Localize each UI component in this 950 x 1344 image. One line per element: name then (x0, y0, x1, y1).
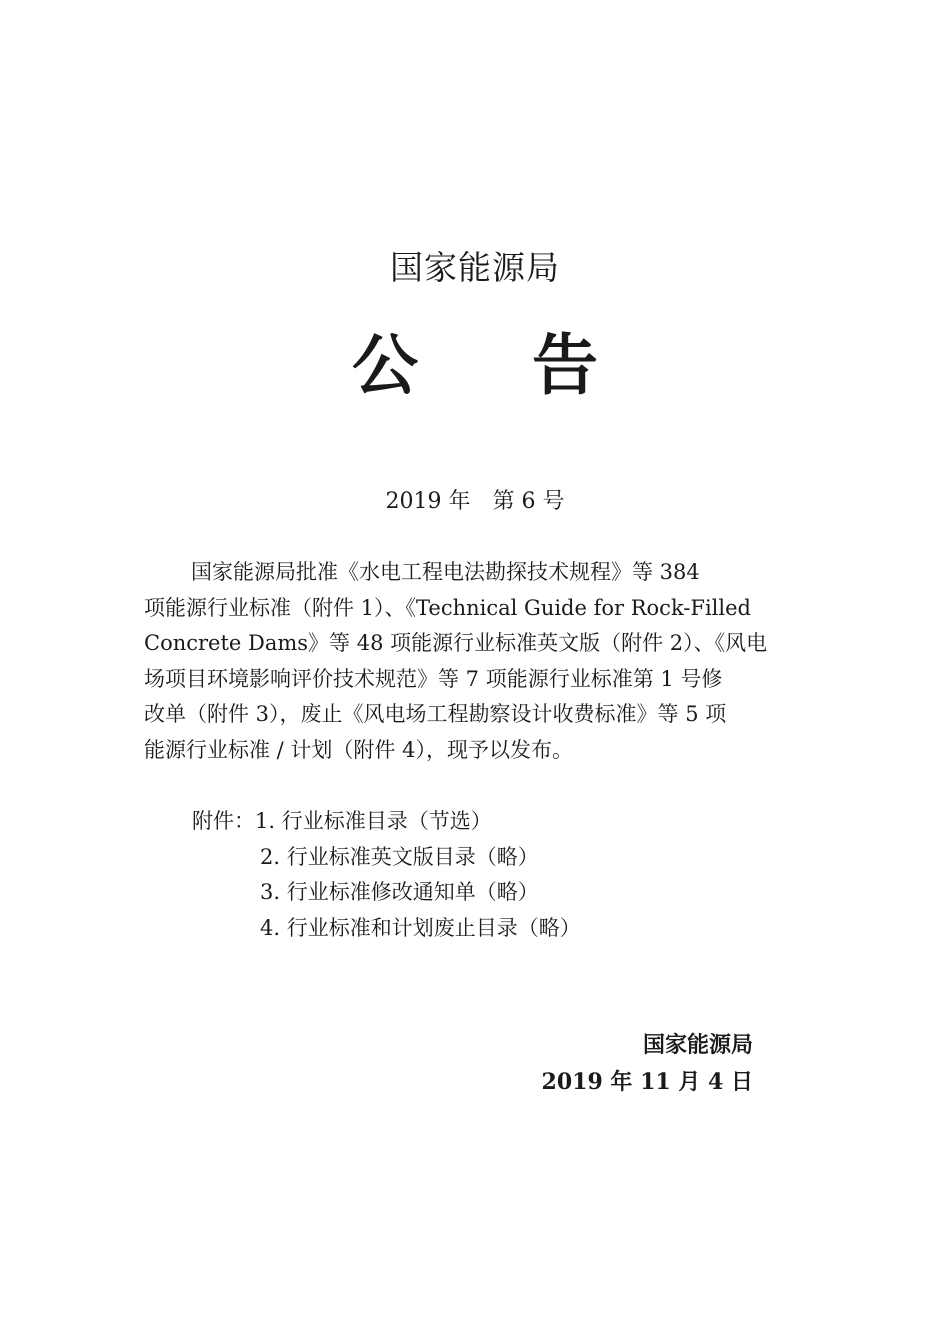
issuer-title: 国家能源局 (390, 248, 560, 287)
issue-number: 2019 年 第 6 号 (385, 489, 565, 514)
body-line: Concrete Dams》等 48 项能源行业标准英文版（附件 2）、《风电 (144, 631, 768, 655)
attachments-list (192, 804, 752, 946)
announcement-body (144, 555, 804, 768)
attachment-item (192, 804, 752, 840)
body-line: 改单（附件 3），废止《风电场工程勘察设计收费标准》等 5 项 (144, 702, 727, 726)
attachment-item-text: 1. 行业标准目录（节选） (255, 809, 492, 833)
signing-organization: 国家能源局 (642, 1033, 753, 1058)
body-line: 国家能源局批准《水电工程电法勘探技术规程》等 384 (191, 560, 700, 584)
attachment-item: 4. 行业标准和计划废止目录（略） (260, 915, 581, 940)
attachment-item: 2. 行业标准英文版目录（略） (260, 844, 539, 869)
document-type-heading: 公告 (352, 327, 712, 404)
signing-date: 2019 年 11 月 4 日 (541, 1069, 753, 1095)
attachments-label: 附件： (192, 809, 255, 833)
attachment-item: 3. 行业标准修改通知单（略） (260, 880, 539, 904)
signature-block (542, 1028, 753, 1100)
body-line: 场项目环境影响评价技术规范》等 7 项能源行业标准第 1 号修 (144, 666, 723, 691)
body-line: 项能源行业标准（附件 1）、《Technical Guide for Rock-Filled (144, 595, 751, 620)
body-line: 能源行业标准 / 计划（附件 4），现予以发布。 (144, 737, 573, 762)
